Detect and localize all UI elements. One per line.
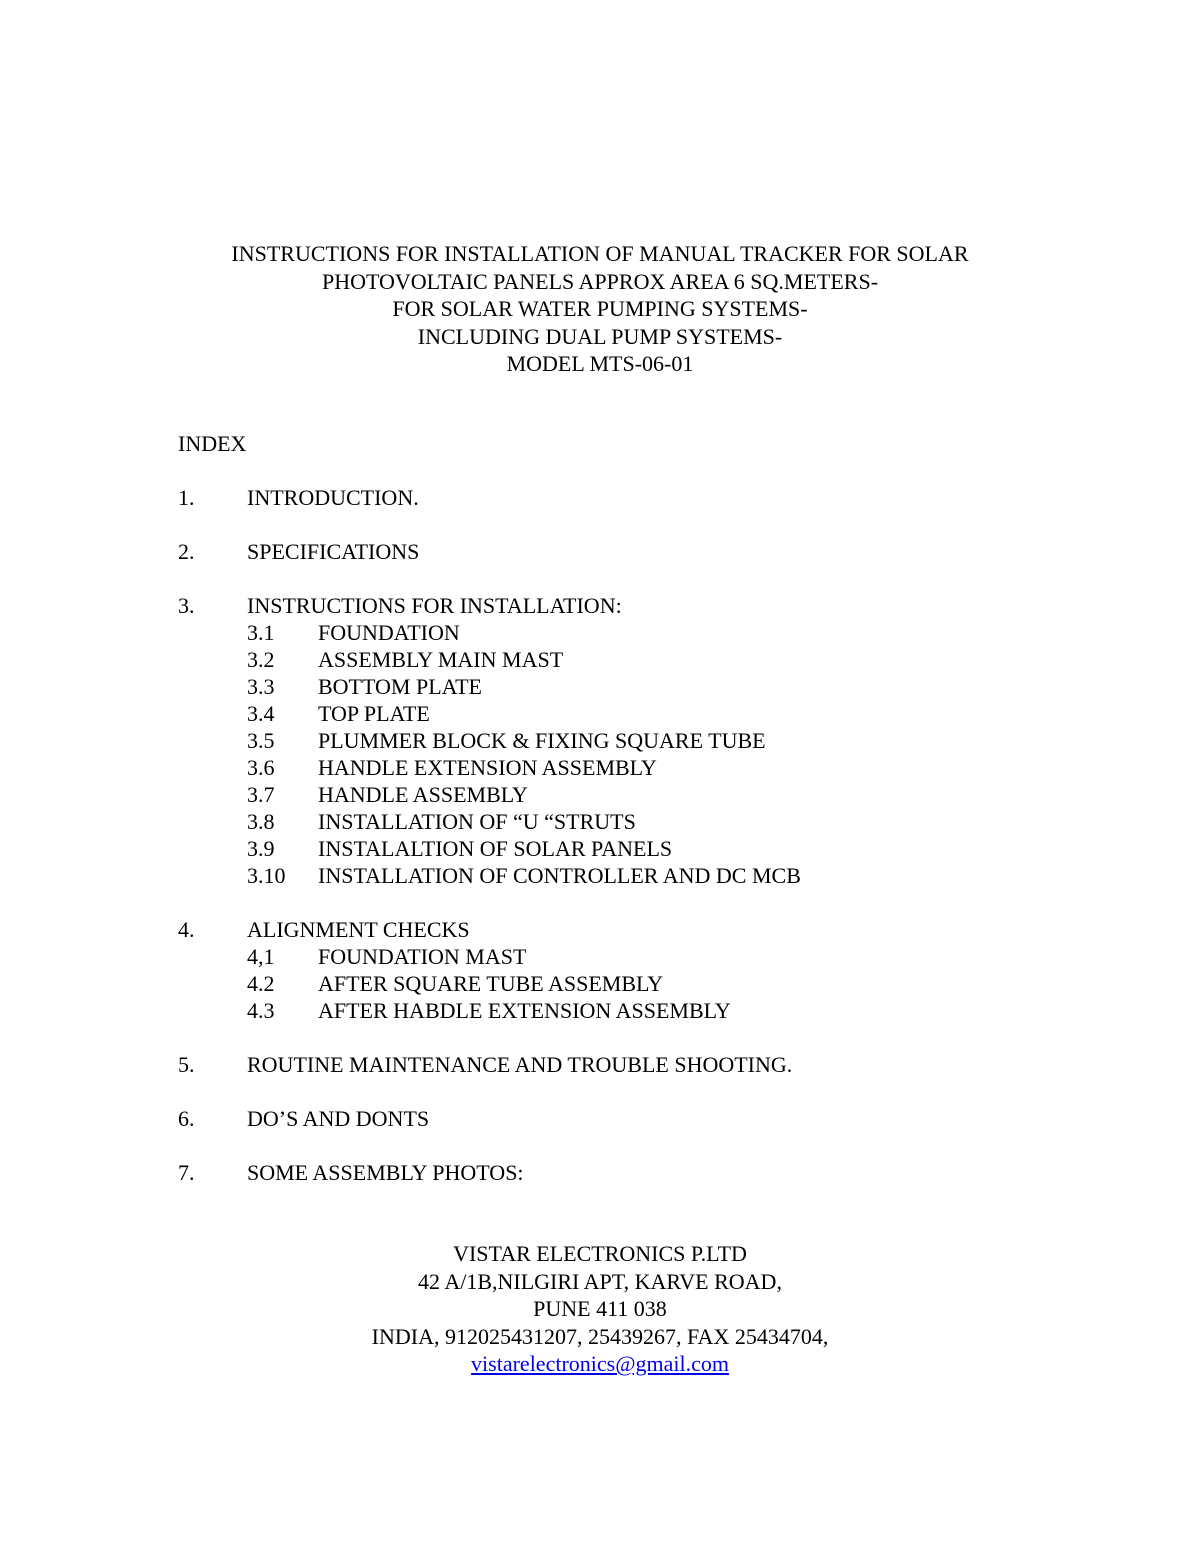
toc-subitem-label: PLUMMER BLOCK & FIXING SQUARE TUBE — [318, 728, 766, 753]
toc-subitem-number: 3.2 — [247, 647, 275, 672]
toc-subitem-label: BOTTOM PLATE — [318, 674, 482, 699]
toc-subitem — [178, 646, 1078, 673]
toc-subitem-number: 3.9 — [247, 836, 275, 861]
toc-subitem — [178, 862, 1078, 889]
toc-item-label: SOME ASSEMBLY PHOTOS: — [247, 1160, 524, 1185]
toc-item — [178, 1105, 1078, 1132]
toc-subitem-number: 3.5 — [247, 728, 275, 753]
street-address: 42 A/1B,NILGIRI APT, KARVE ROAD, — [418, 1268, 782, 1294]
company-address — [0, 1240, 1200, 1378]
toc-item-number: 4. — [178, 917, 195, 942]
toc-item-label: DO’S AND DONTS — [247, 1106, 430, 1131]
toc-item — [178, 538, 1078, 565]
city-postcode: PUNE 411 038 — [533, 1296, 667, 1321]
toc-subitem-number: 3.8 — [247, 809, 275, 834]
toc-subitem — [178, 835, 1078, 862]
title-line: FOR SOLAR WATER PUMPING SYSTEMS- — [392, 296, 808, 321]
toc-subitem-label: AFTER HABDLE EXTENSION ASSEMBLY — [318, 998, 731, 1023]
toc-subitem-label: INSTALALTION OF SOLAR PANELS — [318, 836, 673, 861]
toc-item-number: 5. — [178, 1052, 195, 1077]
email-link[interactable]: vistarelectronics@gmail.com — [471, 1351, 729, 1376]
toc-section — [178, 538, 1078, 565]
index-heading: INDEX — [178, 431, 247, 456]
document-title — [0, 240, 1200, 378]
toc-subitem-label: FOUNDATION MAST — [318, 944, 527, 969]
toc-item-number: 1. — [178, 485, 195, 510]
toc-subitem-number: 4,1 — [247, 944, 275, 969]
toc-subitem-number: 3.1 — [247, 620, 275, 645]
toc-subitem-label: HANDLE ASSEMBLY — [318, 782, 528, 807]
toc-item-label: ROUTINE MAINTENANCE AND TROUBLE SHOOTING. — [247, 1052, 793, 1077]
toc-item-label: INSTRUCTIONS FOR INSTALLATION: — [247, 593, 622, 618]
toc-subitem-label: AFTER SQUARE TUBE ASSEMBLY — [318, 971, 664, 996]
toc-subitem-label: INSTALLATION OF “U “STRUTS — [318, 809, 636, 834]
title-line: PHOTOVOLTAIC PANELS APPROX AREA 6 SQ.METERS- — [321, 268, 879, 294]
toc-item-number: 3. — [178, 593, 195, 618]
toc-section — [178, 1159, 1078, 1186]
toc-subitem — [178, 700, 1078, 727]
toc-subitem-label: HANDLE EXTENSION ASSEMBLY — [318, 755, 657, 780]
toc-section — [178, 1051, 1078, 1078]
toc-subitem-number: 4.3 — [247, 998, 275, 1023]
toc-subitem — [178, 673, 1078, 700]
toc-section — [178, 484, 1078, 511]
toc-subitem-number: 3.10 — [247, 863, 286, 888]
toc-item-number: 2. — [178, 539, 195, 564]
toc-item-number: 6. — [178, 1106, 195, 1131]
toc-subitem — [178, 781, 1078, 808]
title-line: INSTRUCTIONS FOR INSTALLATION OF MANUAL TRACKER FOR SOLAR — [231, 241, 969, 266]
toc-item — [178, 484, 1078, 511]
toc-subitem — [178, 619, 1078, 646]
toc-subitem-label: ASSEMBLY MAIN MAST — [318, 647, 564, 672]
toc-subitem — [178, 754, 1078, 781]
toc-subitem-label: INSTALLATION OF CONTROLLER AND DC MCB — [318, 863, 801, 888]
toc-subitem-number: 3.3 — [247, 674, 275, 699]
toc-subitem — [178, 727, 1078, 754]
contact-numbers: INDIA, 912025431207, 25439267, FAX 25434704, — [371, 1323, 829, 1349]
email-line — [0, 1350, 1200, 1378]
title-line: MODEL MTS-06-01 — [506, 351, 694, 376]
toc-subitem-label: TOP PLATE — [318, 701, 430, 726]
toc-subitem-number: 3.6 — [247, 755, 275, 780]
toc-subitem-number: 4.2 — [247, 971, 275, 996]
company-name: VISTAR ELECTRONICS P.LTD — [453, 1241, 747, 1266]
toc-item-label: ALIGNMENT CHECKS — [247, 917, 470, 942]
toc-subitem-label: FOUNDATION — [318, 620, 460, 645]
toc-item-label: SPECIFICATIONS — [247, 539, 420, 564]
toc-item — [178, 1159, 1078, 1186]
toc-subitem — [178, 997, 1078, 1024]
toc-item-number: 7. — [178, 1160, 195, 1185]
toc-item — [178, 592, 1078, 619]
toc-subitem-number: 3.7 — [247, 782, 275, 807]
toc-item — [178, 1051, 1078, 1078]
toc-item — [178, 916, 1078, 943]
toc-item-label: INTRODUCTION. — [247, 485, 419, 510]
toc-section — [178, 592, 1078, 889]
toc-section — [178, 916, 1078, 1024]
toc-subitem-number: 3.4 — [247, 701, 275, 726]
toc-section — [178, 1105, 1078, 1132]
toc-subitem — [178, 808, 1078, 835]
toc-subitem — [178, 970, 1078, 997]
toc-subitem — [178, 943, 1078, 970]
table-of-contents — [178, 484, 1078, 1213]
title-line: INCLUDING DUAL PUMP SYSTEMS- — [417, 323, 783, 349]
